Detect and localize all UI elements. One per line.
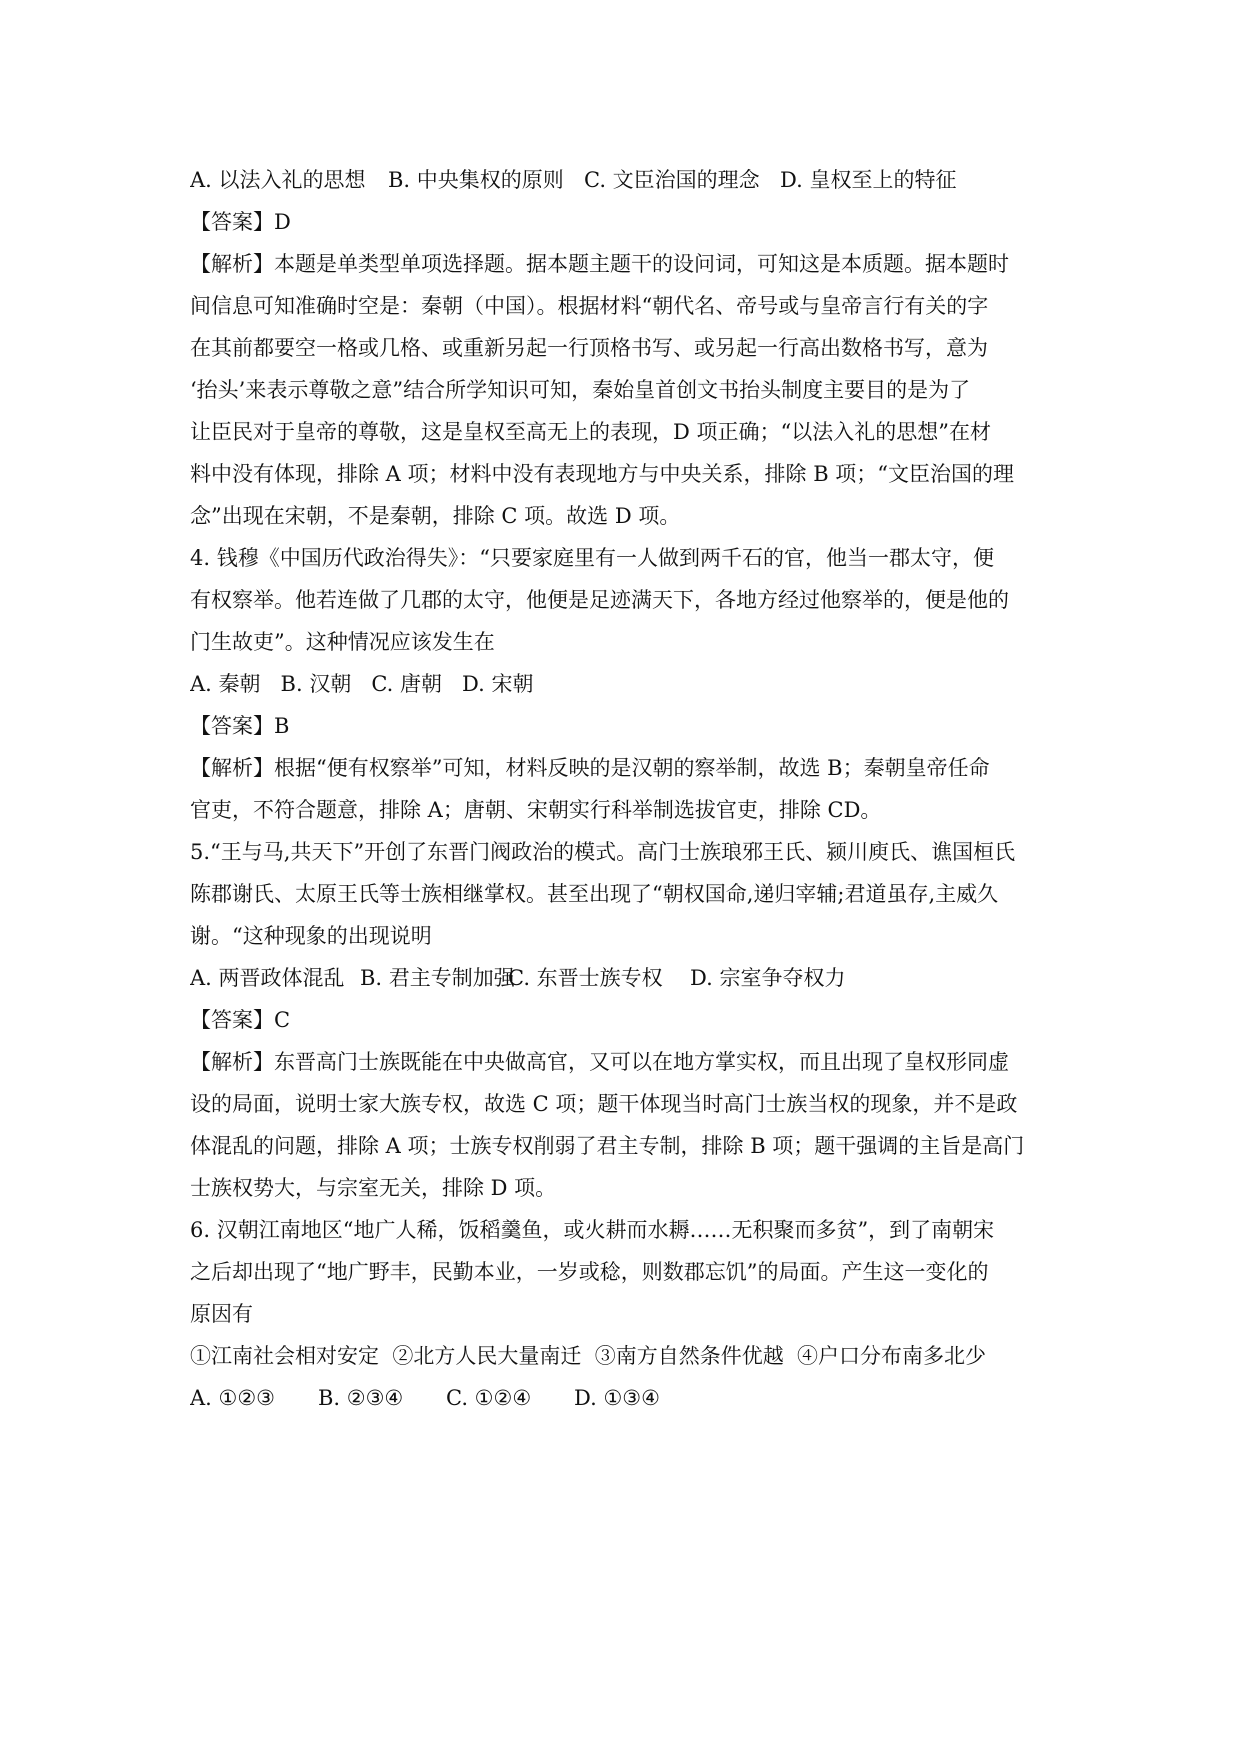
q3-analysis-line: 在其前都要空一格或几格、或重新另起一行顶格书写、或另起一行高出数格书写，意为 <box>190 336 988 360</box>
q4-stem-line: 4. 钱穆《中国历代政治得失》：“只要家庭里有一人做到两千石的官，他当一郡太守，便 <box>190 546 994 570</box>
q6-option-d: D. ①③④ <box>574 1386 660 1410</box>
q5-option-c: C. 东晋士族专权 <box>508 966 663 990</box>
q5-analysis-line: 体混乱的问题，排除 A 项；士族专权削弱了君主专制，排除 B 项；题干强调的主旨是高门 <box>190 1134 1025 1158</box>
q4-options: A. 秦朝 B. 汉朝 C. 唐朝 D. 宋朝 <box>190 672 534 696</box>
q3-analysis-line: ‘抬头’来表示尊敬之意”结合所学知识可知，秦始皇首创文书抬头制度主要目的是为了 <box>190 378 971 402</box>
q6-option-a: A. ①②③ <box>190 1386 275 1410</box>
q6-stem-line: 原因有 <box>190 1302 253 1326</box>
q3-option-b: B. 中央集权的原则 <box>388 168 564 192</box>
q6-option-b: B. ②③④ <box>318 1386 404 1410</box>
q3-option-a: A. 以法入礼的思想 <box>190 168 366 192</box>
q3-option-c: C. 文臣治国的理念 <box>584 168 760 192</box>
q5-stem-line: 谢。“这种现象的出现说明 <box>190 924 432 948</box>
q4-stem-line: 门生故吏”。这种情况应该发生在 <box>190 630 495 654</box>
q6-stem-line: 之后却出现了“地广野丰，民勤本业，一岁或稔，则数郡忘饥”的局面。产生这一变化的 <box>190 1260 989 1284</box>
q5-stem-line: 陈郡谢氏、太原王氏等士族相继掌权。甚至出现了“朝权国命,递归宰辅;君道虽存,主威久 <box>190 882 999 906</box>
q5-analysis-line: 士族权势大，与宗室无关，排除 D 项。 <box>190 1176 557 1200</box>
q6-stem-line: 6. 汉朝江南地区“地广人稀，饭稻羹鱼，或火耕而水耨……无积聚而多贫”，到了南朝宋 <box>190 1218 995 1242</box>
q3-option-d: D. 皇权至上的特征 <box>780 168 957 192</box>
q5-options-row <box>190 958 1070 998</box>
q5-option-d: D. 宗室争夺权力 <box>690 966 846 990</box>
q3-analysis-line: 【解析】本题是单类型单项选择题。据本题主题干的设问词，可知这是本质题。据本题时 <box>190 252 1009 276</box>
q5-answer: 【答案】C <box>190 1008 291 1032</box>
q3-options-row <box>190 160 1070 200</box>
q6-options-row <box>190 1378 1070 1418</box>
q6-items: ①江南社会相对安定 ②北方人民大量南迁 ③南方自然条件优越 ④户口分布南多北少 <box>190 1344 987 1368</box>
q5-stem-line: 5.“王与马,共天下”开创了东晋门阀政治的模式。高门士族琅邪王氏、颍川庾氏、谯国桓氏 <box>190 840 1016 864</box>
q5-analysis-line: 设的局面，说明士家大族专权，故选 C 项；题干体现当时高门士族当权的现象，并不是政 <box>190 1092 1018 1116</box>
q5-option-a: A. 两晋政体混乱 <box>190 966 345 990</box>
q3-answer: 【答案】D <box>190 210 291 234</box>
q3-analysis-line: 让臣民对于皇帝的尊敬，这是皇权至高无上的表现，D 项正确；“以法入礼的思想”在材 <box>190 420 991 444</box>
q5-option-b: B. 君主专制加强 <box>360 966 515 990</box>
q4-answer: 【答案】B <box>190 714 290 738</box>
q5-analysis-line: 【解析】东晋高门士族既能在中央做高官，又可以在地方掌实权，而且出现了皇权形同虚 <box>190 1050 1009 1074</box>
q3-analysis-line: 料中没有体现，排除 A 项；材料中没有表现地方与中央关系，排除 B 项；“文臣治国的理 <box>190 462 1015 486</box>
q3-analysis-line: 间信息可知准确时空是：秦朝（中国）。根据材料“朝代名、帝号或与皇帝言行有关的字 <box>190 294 989 318</box>
q4-analysis-line: 【解析】根据“便有权察举”可知，材料反映的是汉朝的察举制，故选 B；秦朝皇帝任命 <box>190 756 990 780</box>
q6-option-c: C. ①②④ <box>446 1386 532 1410</box>
q4-analysis-line: 官吏，不符合题意，排除 A；唐朝、宋朝实行科举制选拔官吏，排除 CD。 <box>190 798 882 822</box>
q4-stem-line: 有权察举。他若连做了几郡的太守，他便是足迹满天下，各地方经过他察举的，便是他的 <box>190 588 1009 612</box>
q3-analysis-line: 念”出现在宋朝，不是秦朝，排除 C 项。故选 D 项。 <box>190 504 681 528</box>
